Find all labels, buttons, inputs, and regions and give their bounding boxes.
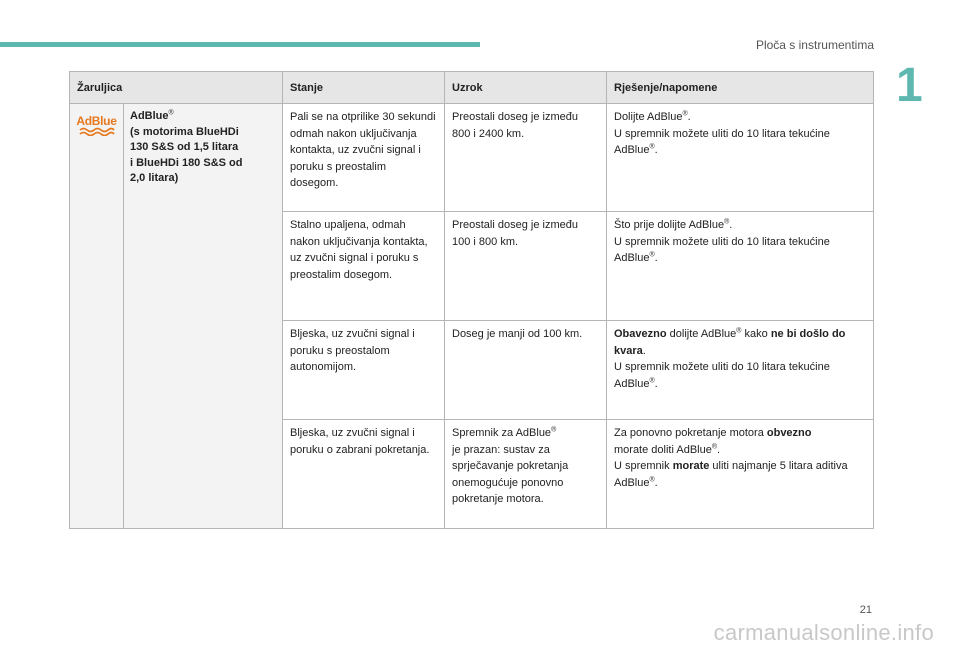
solution-cell: Za ponovno pokretanje motora obvezno morate doliti AdBlue®. U spremnik morate uliti najmanje 5 litara aditiva AdBlue®.	[607, 420, 874, 529]
cause-cell: Doseg je manji od 100 km.	[445, 321, 607, 420]
header-state: Stanje	[283, 72, 445, 104]
header-solution: Rješenje/napomene	[607, 72, 874, 104]
watermark: carmanualsonline.info	[713, 620, 934, 645]
solution-cell: Obavezno dolijte AdBlue® kako ne bi došlo do kvara. U spremnik možete uliti do 10 litara tekućine AdBlue®.	[607, 321, 874, 420]
lamp-description-cell: AdBlue® (s motorima BlueHDi 130 S&S od 1,5 litara i BlueHDi 180 S&S od 2,0 litara)	[124, 104, 283, 529]
adblue-icon-label: AdBlue	[76, 114, 117, 128]
header-lamp: Žaruljica	[70, 72, 283, 104]
adblue-warning-icon	[71, 105, 122, 136]
state-cell: Pali se na otprilike 30 sekundi odmah nakon uključivanja kontakta, uz zvučni signal i poruku s preostalim dosegom.	[283, 104, 445, 212]
state-cell: Bljeska, uz zvučni signal i poruku o zabrani pokretanja.	[283, 420, 445, 529]
cause-cell: Preostali doseg je između 100 i 800 km.	[445, 212, 607, 321]
header-cause: Uzrok	[445, 72, 607, 104]
solution-cell: Što prije dolijte AdBlue®. U spremnik možete uliti do 10 litara tekućine AdBlue®.	[607, 212, 874, 321]
solution-cell: Dolijte AdBlue®. U spremnik možete uliti do 10 litara tekućine AdBlue®.	[607, 104, 874, 212]
waves-icon	[79, 127, 115, 136]
state-cell: Stalno upaljena, odmah nakon uključivanja kontakta, uz zvučni signal i poruku s preostalim dosegom.	[283, 212, 445, 321]
table-header-row	[70, 72, 874, 104]
section-title: Ploča s instrumentima	[755, 38, 874, 52]
cause-cell: Spremnik za AdBlue® je prazan: sustav za sprječavanje pokretanja onemogućuje ponovno pokretanje motora.	[445, 420, 607, 529]
lamp-icon-cell	[70, 104, 124, 529]
header-accent-bar	[0, 42, 480, 47]
warning-lamp-table	[69, 71, 874, 529]
page-number: 21	[859, 604, 872, 616]
cause-cell: Preostali doseg je između 800 i 2400 km.	[445, 104, 607, 212]
table-row	[70, 104, 874, 212]
chapter-number: 1	[896, 59, 923, 112]
lamp-name: AdBlue	[130, 110, 169, 122]
state-cell: Bljeska, uz zvučni signal i poruku s preostalom autonomijom.	[283, 321, 445, 420]
